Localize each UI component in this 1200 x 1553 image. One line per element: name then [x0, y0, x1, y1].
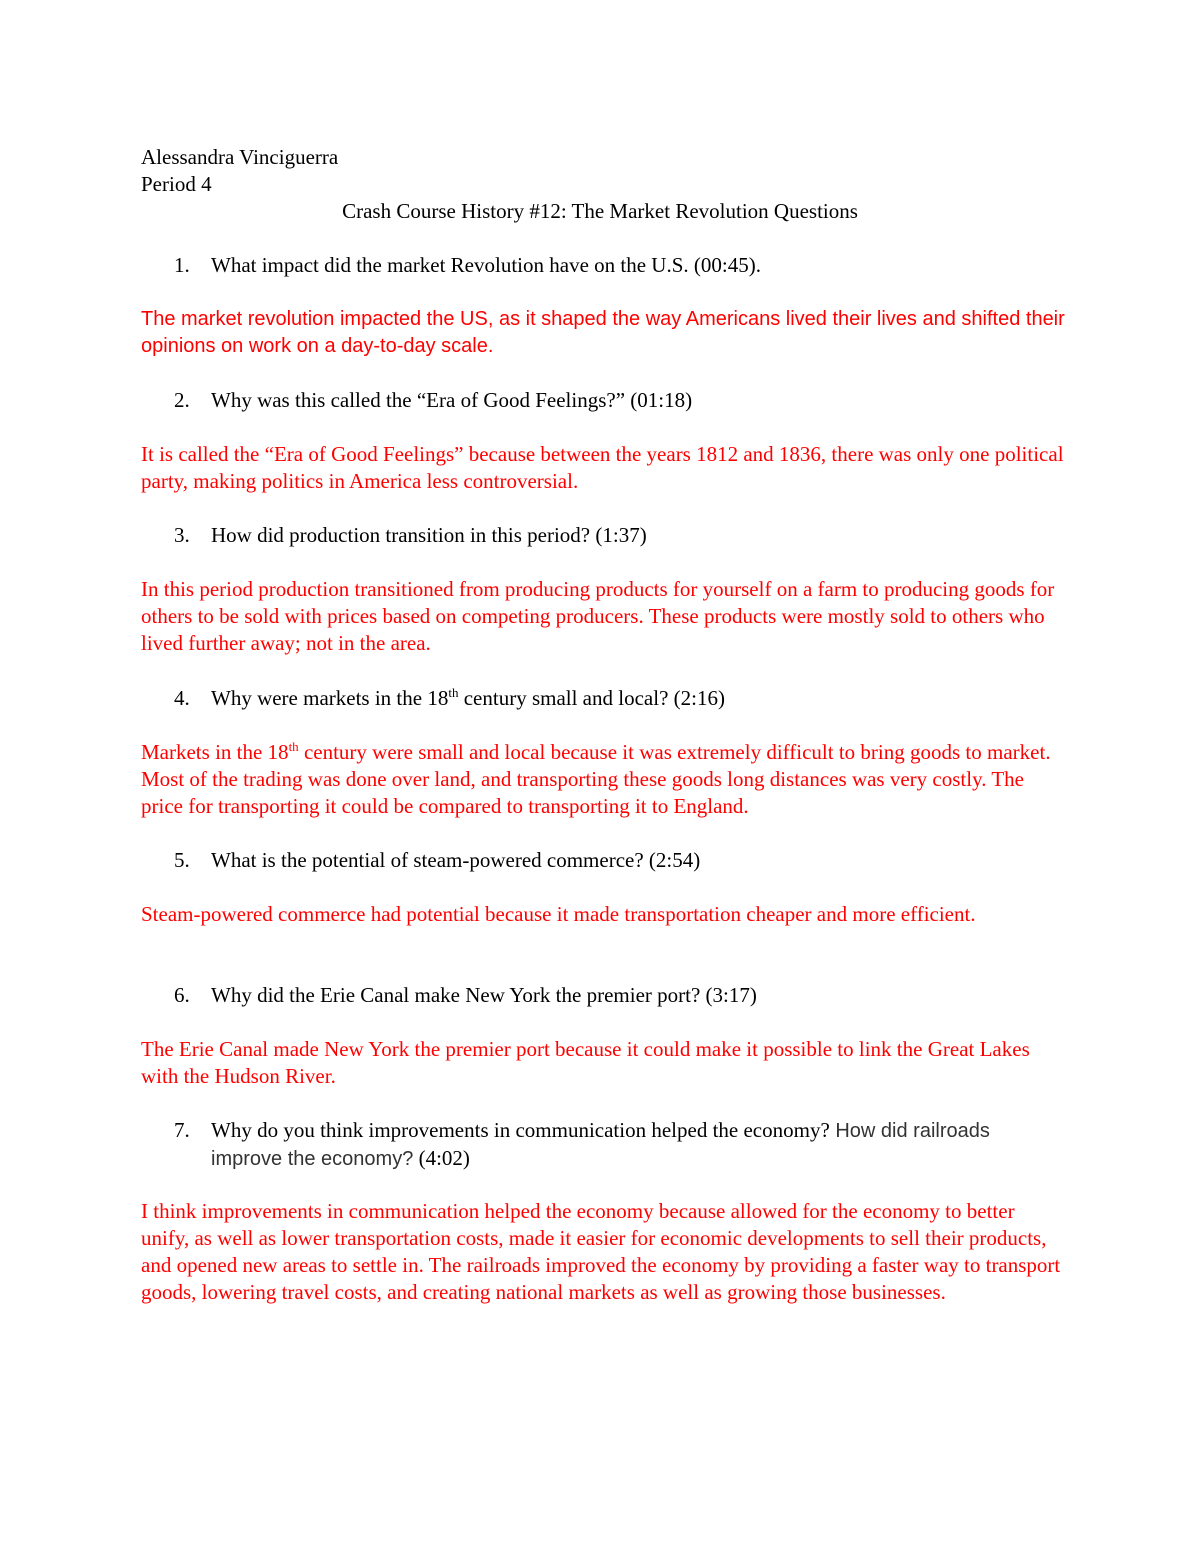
answer-text-part: Markets in the 18 [141, 740, 289, 764]
question-2 [174, 387, 1034, 414]
question-text: What impact did the market Revolution have on the U.S. (00:45). [211, 253, 761, 277]
question-4 [174, 685, 1034, 712]
question-text: What is the potential of steam-powered commerce? (2:54) [211, 848, 701, 872]
answer-1: The market revolution impacted the US, as it shaped the way Americans lived their lives and shifted their opinions on work on a day-to-day scale. [141, 308, 1065, 357]
question-text-part: Why were markets in the 18 [211, 686, 449, 710]
answer-3: In this period production transitioned from producing products for yourself on a farm to producing goods for others to be sold with prices based on competing producers. These products were mostly sold to others who lived further away; not in the area. [141, 577, 1055, 655]
question-text: Why was this called the “Era of Good Feelings?” (01:18) [211, 388, 693, 412]
question-7 [174, 1117, 994, 1173]
class-period: Period 4 [141, 172, 212, 196]
question-text-part: How did railroads improve the economy? [211, 1120, 990, 1170]
answer-4 [141, 739, 1066, 820]
question-text-part: (4:02) [413, 1146, 470, 1170]
student-name: Alessandra Vinciguerra [141, 145, 339, 169]
question-text-part: Why do you think improvements in communication helped the economy? [211, 1118, 830, 1142]
question-number: 2. [174, 388, 190, 412]
document-title: Crash Course History #12: The Market Revolution Questions [342, 199, 858, 223]
question-number: 4. [174, 686, 190, 710]
question-number: 5. [174, 848, 190, 872]
answer-text-part: century were small and local because it was extremely difficult to bring goods to market. Most of the trading was done over land, and transporting these goods long distances was very costly. The price for transporting it could be compared to transporting it to England. [141, 740, 1051, 818]
question-number: 6. [174, 983, 190, 1007]
question-text: How did production transition in this period? (1:37) [211, 523, 647, 547]
question-text [211, 1117, 994, 1173]
answer-6: The Erie Canal made New York the premier port because it could make it possible to link the Great Lakes with the Hudson River. [141, 1037, 1030, 1088]
superscript: th [448, 685, 459, 700]
question-5 [174, 847, 1034, 874]
superscript: th [288, 739, 299, 754]
answer-2: It is called the “Era of Good Feelings” because between the years 1812 and 1836, there was only one political party, making politics in America less controversial. [141, 442, 1064, 493]
question-number: 1. [174, 253, 190, 277]
question-1 [174, 252, 1034, 279]
answer-5: Steam-powered commerce had potential because it made transportation cheaper and more efficient. [141, 902, 976, 926]
question-number: 3. [174, 523, 190, 547]
question-text [211, 685, 1034, 712]
question-text-part: century small and local? (2:16) [458, 686, 725, 710]
question-6 [174, 982, 1034, 1009]
answer-7: I think improvements in communication helped the economy because allowed for the economy to better unify, as well as lower transportation costs, made it easier for economic developments to sell their products, and opened new areas to settle in. The railroads improved the economy by providing a faster way to transport goods, lowering travel costs, and creating national markets as well as growing those businesses. [141, 1199, 1061, 1304]
question-text: Why did the Erie Canal make New York the premier port? (3:17) [211, 983, 757, 1007]
question-3 [174, 522, 1034, 549]
question-number: 7. [174, 1118, 190, 1142]
